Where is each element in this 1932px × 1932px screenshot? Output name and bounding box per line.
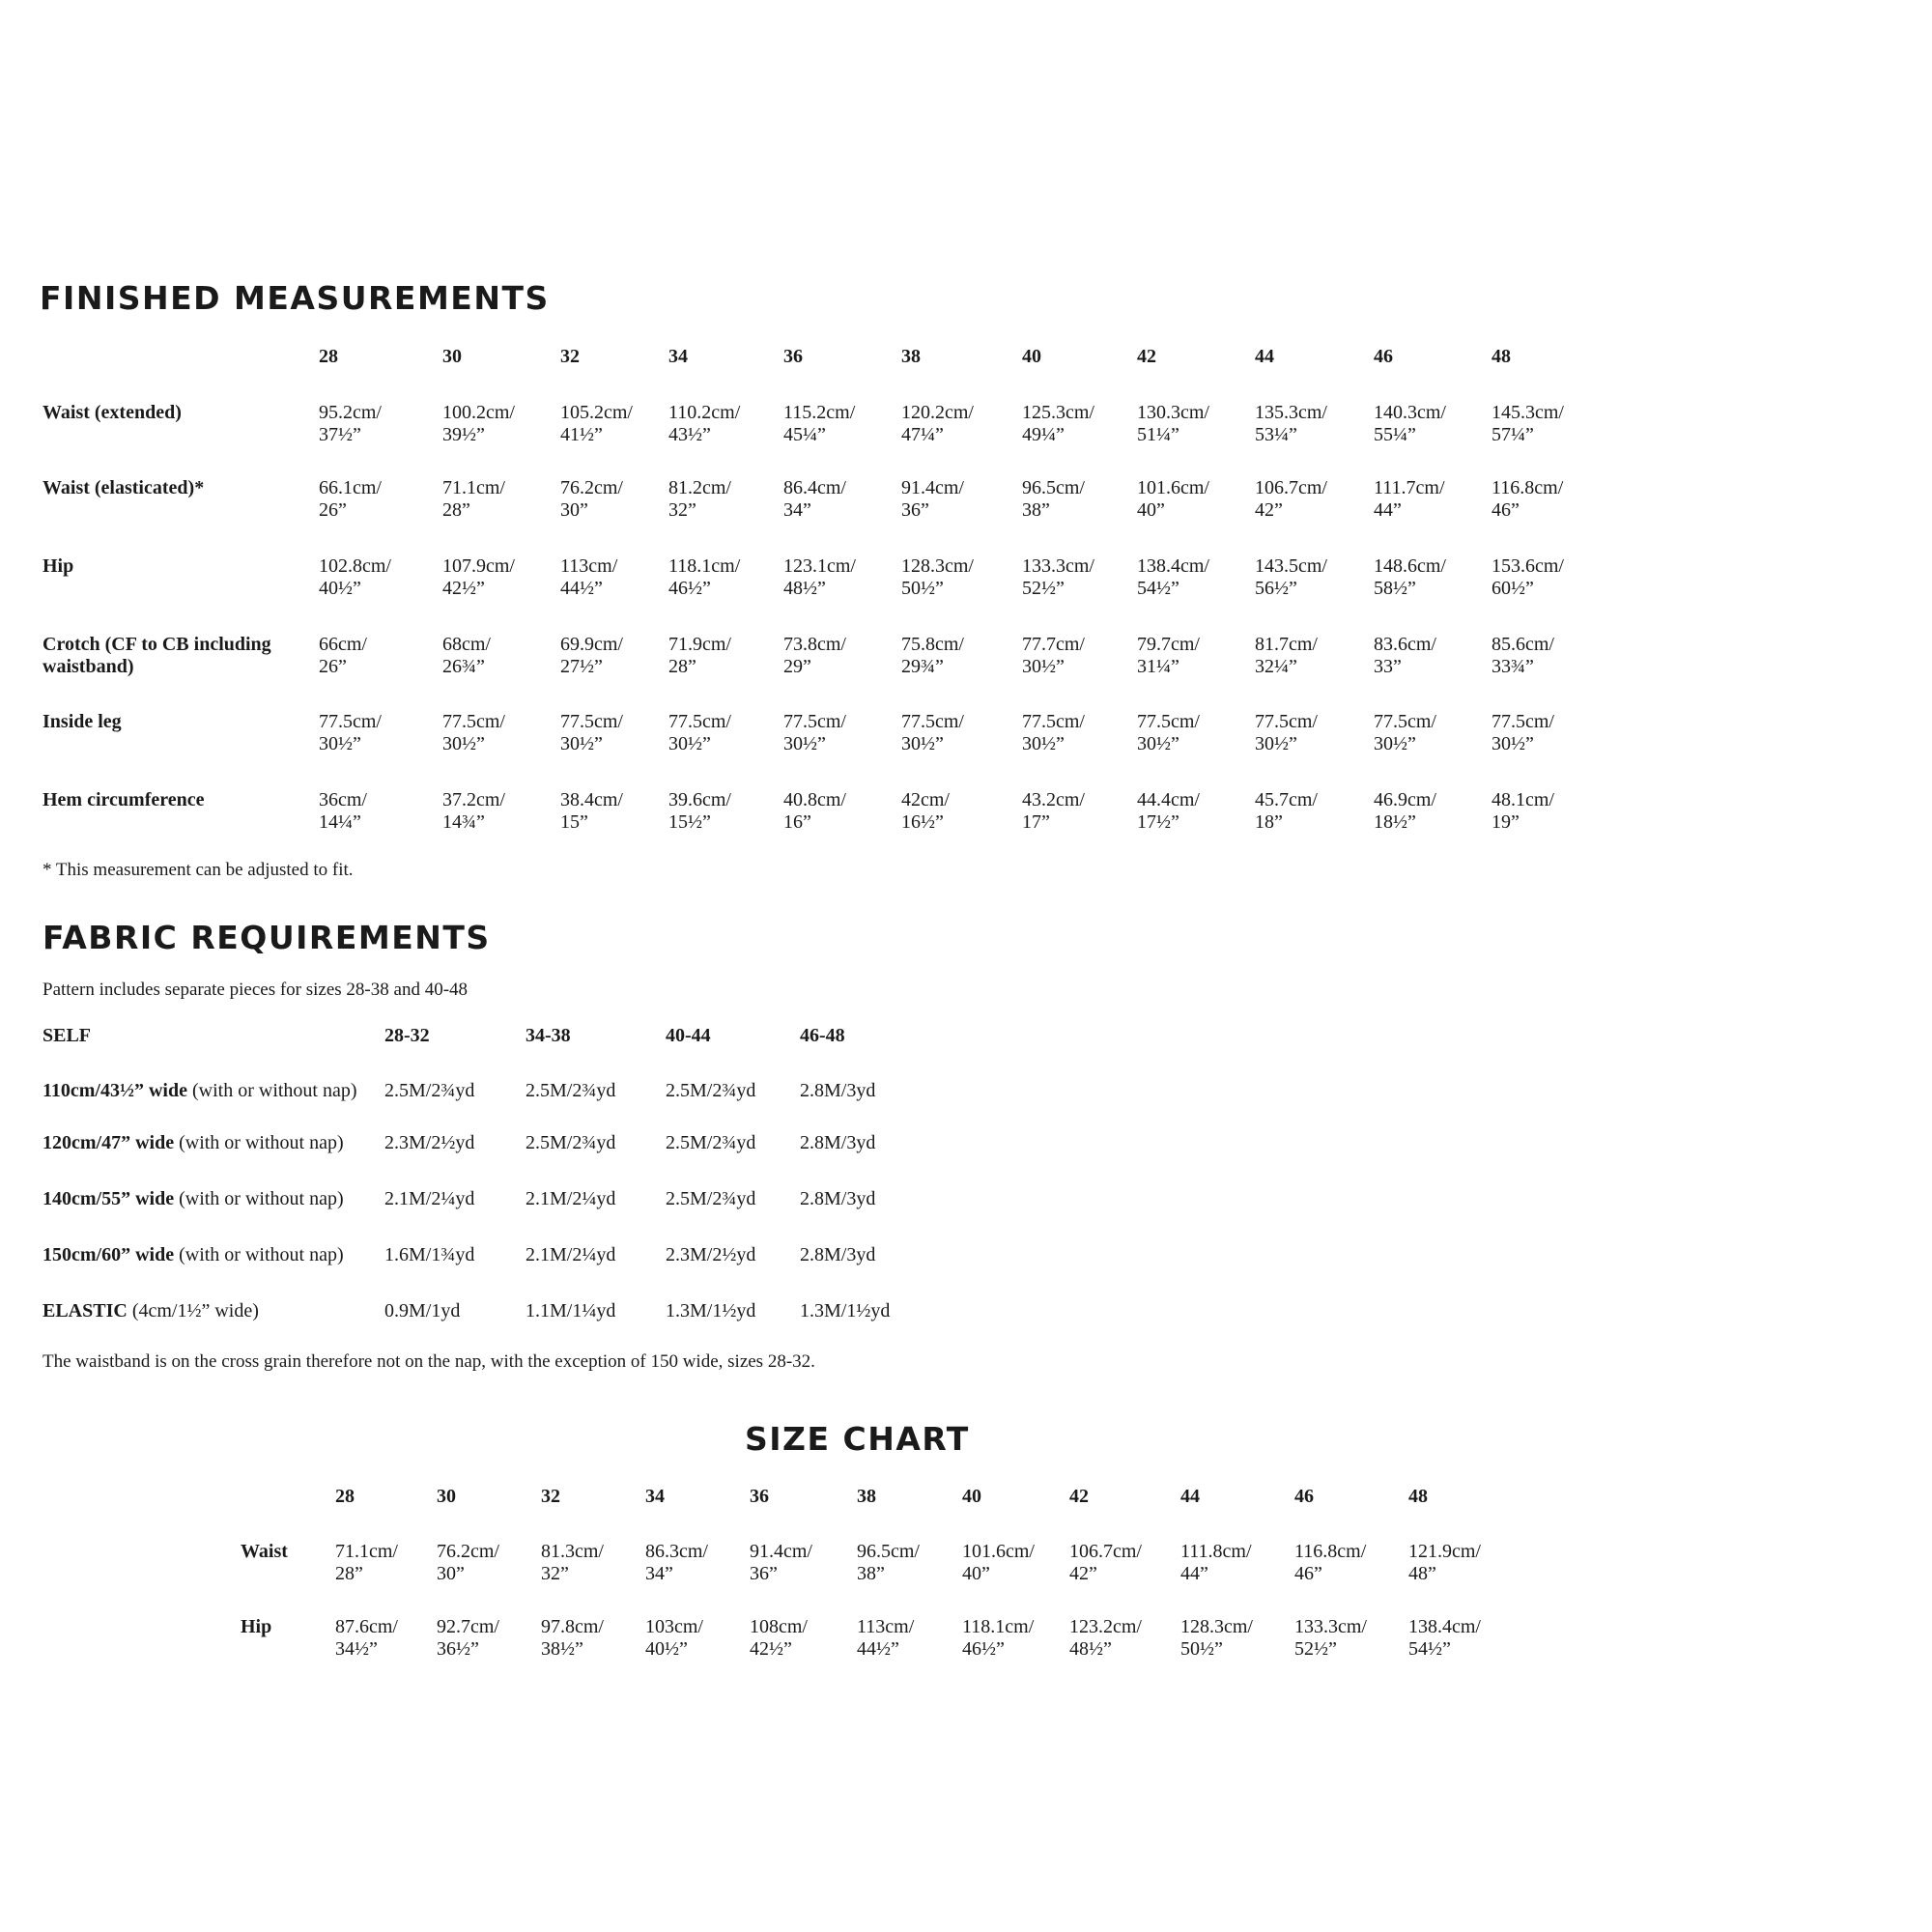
fabric-width-label: 120cm/47” wide <box>43 1132 175 1153</box>
size-header: 34 <box>668 346 688 367</box>
fabric-width-label: 110cm/43½” wide <box>43 1080 187 1101</box>
size-header: 30 <box>442 346 462 367</box>
fabric-intro: Pattern includes separate pieces for sizes 28-38 and 40-48 <box>43 980 469 1000</box>
fabric-amount: 2.8M/3yd <box>800 1132 876 1153</box>
table-cell: 43.2cm/ 17” <box>1022 789 1085 833</box>
size-group-header: 28-32 <box>384 1025 430 1046</box>
table-cell: 66cm/ 26” <box>319 634 367 677</box>
table-cell: 107.9cm/ 42½” <box>442 555 515 599</box>
table-cell: 96.5cm/ 38” <box>857 1541 920 1584</box>
table-cell: 77.7cm/ 30½” <box>1022 634 1085 677</box>
table-cell: 83.6cm/ 33” <box>1374 634 1436 677</box>
fabric-amount: 1.1M/1¼yd <box>526 1300 616 1321</box>
table-cell: 95.2cm/ 37½” <box>319 402 382 445</box>
table-cell: 77.5cm/ 30½” <box>1137 711 1200 754</box>
table-cell: 128.3cm/ 50½” <box>901 555 974 599</box>
waistband-note: The waistband is on the cross grain therefore not on the nap, with the exception of 150 wide, sizes 28-32. <box>43 1351 815 1372</box>
size-header: 34 <box>645 1486 665 1507</box>
size-header: 30 <box>437 1486 456 1507</box>
elastic-width-note: (4cm/1½” wide) <box>127 1300 259 1321</box>
size-chart-label: Waist <box>241 1541 288 1562</box>
table-cell: 108cm/ 42½” <box>750 1616 808 1660</box>
elastic-label: ELASTIC <box>43 1300 128 1321</box>
measurement-label: Hip <box>43 555 74 577</box>
table-cell: 133.3cm/ 52½” <box>1294 1616 1367 1660</box>
table-cell: 86.4cm/ 34” <box>783 477 846 521</box>
table-cell: 138.4cm/ 54½” <box>1137 555 1209 599</box>
table-cell: 133.3cm/ 52½” <box>1022 555 1094 599</box>
table-cell: 92.7cm/ 36½” <box>437 1616 499 1660</box>
fabric-amount: 2.3M/2½yd <box>384 1132 475 1153</box>
table-cell: 75.8cm/ 29¾” <box>901 634 964 677</box>
table-cell: 110.2cm/ 43½” <box>668 402 741 445</box>
table-cell: 111.8cm/ 44” <box>1180 1541 1252 1584</box>
table-cell: 77.5cm/ 30½” <box>560 711 623 754</box>
table-cell: 123.2cm/ 48½” <box>1069 1616 1142 1660</box>
measurement-label: Inside leg <box>43 711 122 732</box>
fabric-amount: 2.8M/3yd <box>800 1080 876 1101</box>
size-header: 28 <box>319 346 338 367</box>
table-cell: 46.9cm/ 18½” <box>1374 789 1436 833</box>
table-cell: 69.9cm/ 27½” <box>560 634 623 677</box>
table-cell: 145.3cm/ 57¼” <box>1492 402 1564 445</box>
table-cell: 87.6cm/ 34½” <box>335 1616 398 1660</box>
table-cell: 81.7cm/ 32¼” <box>1255 634 1318 677</box>
fabric-header-label: SELF <box>43 1025 92 1046</box>
table-cell: 77.5cm/ 30½” <box>668 711 731 754</box>
table-cell: 77.5cm/ 30½” <box>1255 711 1318 754</box>
table-cell: 128.3cm/ 50½” <box>1180 1616 1253 1660</box>
size-header: 42 <box>1137 346 1156 367</box>
fabric-amount: 2.1M/2¼yd <box>526 1188 616 1209</box>
size-header: 36 <box>750 1486 769 1507</box>
fabric-width-label: 150cm/60” wide <box>43 1244 175 1265</box>
size-header: 42 <box>1069 1486 1089 1507</box>
fabric-row-label <box>43 1080 357 1102</box>
table-cell: 143.5cm/ 56½” <box>1255 555 1327 599</box>
table-cell: 45.7cm/ 18” <box>1255 789 1318 833</box>
table-cell: 120.2cm/ 47¼” <box>901 402 974 445</box>
table-cell: 113cm/ 44½” <box>857 1616 915 1660</box>
fabric-amount: 2.5M/2¾yd <box>526 1132 616 1153</box>
size-header: 44 <box>1255 346 1274 367</box>
table-cell: 44.4cm/ 17½” <box>1137 789 1200 833</box>
measurement-label: Waist (elasticated)* <box>43 477 205 498</box>
table-cell: 97.8cm/ 38½” <box>541 1616 604 1660</box>
fabric-nap-note: (with or without nap) <box>174 1132 344 1153</box>
table-cell: 118.1cm/ 46½” <box>962 1616 1035 1660</box>
table-cell: 42cm/ 16½” <box>901 789 950 833</box>
table-cell: 101.6cm/ 40” <box>1137 477 1209 521</box>
fabric-amount: 1.3M/1½yd <box>666 1300 756 1321</box>
size-header: 44 <box>1180 1486 1200 1507</box>
table-cell: 138.4cm/ 54½” <box>1408 1616 1481 1660</box>
fabric-width-label: 140cm/55” wide <box>43 1188 175 1209</box>
fabric-row-label <box>43 1188 344 1210</box>
table-cell: 76.2cm/ 30” <box>437 1541 499 1584</box>
size-group-header: 46-48 <box>800 1025 845 1046</box>
measurement-label: Crotch (CF to CB including waistband) <box>43 634 271 677</box>
table-cell: 116.8cm/ 46” <box>1294 1541 1367 1584</box>
table-cell: 123.1cm/ 48½” <box>783 555 856 599</box>
fabric-amount: 2.5M/2¾yd <box>666 1080 756 1101</box>
size-header: 48 <box>1492 346 1511 367</box>
size-group-header: 40-44 <box>666 1025 711 1046</box>
finished-measurements-heading: FINISHED MEASUREMENTS <box>40 279 550 317</box>
table-cell: 68cm/ 26¾” <box>442 634 491 677</box>
table-cell: 71.9cm/ 28” <box>668 634 731 677</box>
fabric-nap-note: (with or without nap) <box>174 1244 344 1265</box>
table-cell: 77.5cm/ 30½” <box>442 711 505 754</box>
table-cell: 148.6cm/ 58½” <box>1374 555 1446 599</box>
fabric-amount: 2.5M/2¾yd <box>666 1132 756 1153</box>
table-cell: 153.6cm/ 60½” <box>1492 555 1564 599</box>
fabric-amount: 0.9M/1yd <box>384 1300 461 1321</box>
size-header: 32 <box>560 346 580 367</box>
table-cell: 77.5cm/ 30½” <box>1374 711 1436 754</box>
table-cell: 125.3cm/ 49¼” <box>1022 402 1094 445</box>
fabric-amount: 2.5M/2¾yd <box>526 1080 616 1101</box>
table-cell: 86.3cm/ 34” <box>645 1541 708 1584</box>
size-header: 40 <box>1022 346 1041 367</box>
fabric-amount: 1.6M/1¾yd <box>384 1244 475 1265</box>
table-cell: 71.1cm/ 28” <box>335 1541 398 1584</box>
table-cell: 105.2cm/ 41½” <box>560 402 633 445</box>
table-cell: 77.5cm/ 30½” <box>1022 711 1085 754</box>
fabric-row-label <box>43 1300 259 1322</box>
fabric-nap-note: (with or without nap) <box>187 1080 357 1101</box>
fabric-row-label <box>43 1244 344 1266</box>
size-header: 32 <box>541 1486 560 1507</box>
measurement-label: Waist (extended) <box>43 402 182 423</box>
table-cell: 77.5cm/ 30½” <box>1492 711 1554 754</box>
table-cell: 116.8cm/ 46” <box>1492 477 1564 521</box>
table-cell: 118.1cm/ 46½” <box>668 555 741 599</box>
table-cell: 77.5cm/ 30½” <box>783 711 846 754</box>
table-cell: 106.7cm/ 42” <box>1255 477 1327 521</box>
table-cell: 121.9cm/ 48” <box>1408 1541 1481 1584</box>
table-cell: 85.6cm/ 33¾” <box>1492 634 1554 677</box>
table-cell: 37.2cm/ 14¾” <box>442 789 505 833</box>
fabric-amount: 2.1M/2¼yd <box>526 1244 616 1265</box>
table-cell: 100.2cm/ 39½” <box>442 402 515 445</box>
size-group-header: 34-38 <box>526 1025 571 1046</box>
table-cell: 73.8cm/ 29” <box>783 634 846 677</box>
table-cell: 81.3cm/ 32” <box>541 1541 604 1584</box>
table-cell: 76.2cm/ 30” <box>560 477 623 521</box>
size-header: 38 <box>857 1486 876 1507</box>
size-chart-label: Hip <box>241 1616 272 1637</box>
fabric-amount: 1.3M/1½yd <box>800 1300 891 1321</box>
fabric-amount: 2.8M/3yd <box>800 1188 876 1209</box>
fabric-amount: 2.5M/2¾yd <box>384 1080 475 1101</box>
table-cell: 102.8cm/ 40½” <box>319 555 391 599</box>
fabric-nap-note: (with or without nap) <box>174 1188 344 1209</box>
size-header: 46 <box>1374 346 1393 367</box>
table-cell: 103cm/ 40½” <box>645 1616 703 1660</box>
table-cell: 36cm/ 14¼” <box>319 789 367 833</box>
table-cell: 113cm/ 44½” <box>560 555 618 599</box>
table-cell: 38.4cm/ 15” <box>560 789 623 833</box>
size-header: 28 <box>335 1486 355 1507</box>
measurement-footnote: * This measurement can be adjusted to fit. <box>43 860 354 880</box>
table-cell: 106.7cm/ 42” <box>1069 1541 1142 1584</box>
size-header: 46 <box>1294 1486 1314 1507</box>
fabric-amount: 2.1M/2¼yd <box>384 1188 475 1209</box>
table-cell: 140.3cm/ 55¼” <box>1374 402 1446 445</box>
table-cell: 40.8cm/ 16” <box>783 789 846 833</box>
size-chart-heading: SIZE CHART <box>745 1420 970 1458</box>
fabric-amount: 2.8M/3yd <box>800 1244 876 1265</box>
table-cell: 39.6cm/ 15½” <box>668 789 731 833</box>
table-cell: 48.1cm/ 19” <box>1492 789 1554 833</box>
table-cell: 91.4cm/ 36” <box>750 1541 812 1584</box>
size-header: 36 <box>783 346 803 367</box>
fabric-amount: 2.3M/2½yd <box>666 1244 756 1265</box>
table-cell: 77.5cm/ 30½” <box>901 711 964 754</box>
table-cell: 115.2cm/ 45¼” <box>783 402 856 445</box>
fabric-requirements-heading: FABRIC REQUIREMENTS <box>43 919 491 956</box>
table-cell: 130.3cm/ 51¼” <box>1137 402 1209 445</box>
size-header: 48 <box>1408 1486 1428 1507</box>
table-cell: 101.6cm/ 40” <box>962 1541 1035 1584</box>
size-header: 38 <box>901 346 921 367</box>
table-cell: 135.3cm/ 53¼” <box>1255 402 1327 445</box>
table-cell: 71.1cm/ 28” <box>442 477 505 521</box>
fabric-row-label <box>43 1132 344 1154</box>
measurement-label: Hem circumference <box>43 789 205 810</box>
table-cell: 77.5cm/ 30½” <box>319 711 382 754</box>
table-cell: 79.7cm/ 31¼” <box>1137 634 1200 677</box>
table-cell: 111.7cm/ 44” <box>1374 477 1445 521</box>
size-header: 40 <box>962 1486 981 1507</box>
fabric-amount: 2.5M/2¾yd <box>666 1188 756 1209</box>
table-cell: 66.1cm/ 26” <box>319 477 382 521</box>
table-cell: 96.5cm/ 38” <box>1022 477 1085 521</box>
table-cell: 91.4cm/ 36” <box>901 477 964 521</box>
table-cell: 81.2cm/ 32” <box>668 477 731 521</box>
